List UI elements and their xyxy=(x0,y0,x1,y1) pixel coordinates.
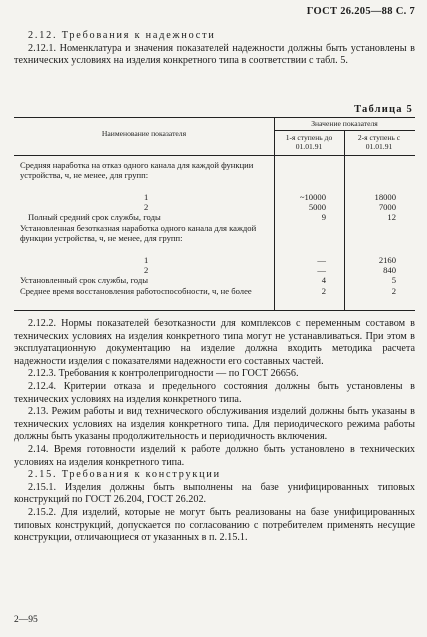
table-cell-stage1: 9 xyxy=(321,212,326,222)
paragraph-2-15-1: 2.15.1. Изделия должны быть выполнены на базе унифицированных типовых конструкций по ГОСТ 26.204, ГОСТ 26.202. xyxy=(14,481,415,506)
table-cell-stage1: — xyxy=(317,265,326,275)
paragraph-2-12-4: 2.12.4. Критерии отказа и предельного состояния должны быть установлены в технических условиях на изделия конкретного типа. xyxy=(14,380,415,405)
page-header: ГОСТ 26.205—88 С. 7 xyxy=(306,6,415,17)
table-cell-stage2: 12 xyxy=(387,212,396,222)
section-2-12 xyxy=(14,30,415,68)
table-cell-stage2: 2160 xyxy=(378,255,396,265)
table-cell-stage2: 5 xyxy=(391,275,396,285)
paragraph-2-14: 2.14. Время готовности изделий к работе должно быть установлено в технических условиях на изделия конкретного типа. xyxy=(14,443,415,468)
table-cell-stage1: 5000 xyxy=(308,202,326,212)
table-row-label: Среднее время восстановления работоспособности, ч, не более xyxy=(20,286,252,296)
table-cell-stage2: 2 xyxy=(391,286,396,296)
paragraph-2-15-2: 2.15.2. Для изделий, которые не могут быть реализованы на базе унифицированных типовых конструкций, допускается по согласованию с потребителем применять несущие конструкции, отличающиеся от указанных в п. 2.15.1. xyxy=(14,506,415,544)
table-head-name: Наименование показателя xyxy=(101,129,187,138)
page-footer: 2—95 xyxy=(14,615,38,625)
table-row-label: 2 xyxy=(144,265,149,275)
section-title-reliability: 2.12. Требования к надежности xyxy=(28,30,216,41)
table-cell-stage1: — xyxy=(317,255,326,265)
paragraph-2-12-3: 2.12.3. Требования к контролепригодности — по ГОСТ 26656. xyxy=(28,368,299,380)
table-head-stage2: 2-я ступень с 01.01.91 xyxy=(357,133,401,151)
table-cell-stage2: 7000 xyxy=(378,202,396,212)
table-head-value: Значение показателя xyxy=(311,119,378,128)
paragraph-2-12-1: 2.12.1. Номенклатура и значения показателей надежности должны быть установлены в технических условиях на изделия конкретного типа в соответствии с табл. 5. xyxy=(14,42,415,67)
table-cell-stage1: 4 xyxy=(321,275,326,285)
table-row-label: 1 xyxy=(144,192,149,202)
table-row-label: 1 xyxy=(144,255,149,265)
section-title-construction: 2.15. Требования к конструкции xyxy=(28,469,221,481)
table-caption: Таблица 5 xyxy=(354,104,413,115)
paragraph-2-12-2: 2.12.2. Нормы показателей безотказности для комплексов с переменным составом в технических условиях на изделия конкретного типа могут не устанавливаться. При этом в эксплуатационную документацию на изделие должна входить методика расчета надежности изделия с показателями надежности его составных частей. xyxy=(14,318,415,367)
table-row-label: Установленная безотказная наработка одного канала для каждой функции устройства, ч, не менее, для групп: xyxy=(20,223,257,243)
table-row-label: 2 xyxy=(144,202,149,212)
table-cell-stage2: 840 xyxy=(383,265,396,275)
table-row-label: Полный средний срок службы, годы xyxy=(28,212,161,222)
table-cell-stage1: ~10000 xyxy=(299,192,326,202)
table-row-label: Установленный срок службы, годы xyxy=(20,275,148,285)
table-cell-stage1: 2 xyxy=(321,286,326,296)
table-cell-stage2: 18000 xyxy=(374,192,396,202)
table-row-label: Средняя наработка на отказ одного канала для каждой функции устройства, ч, не менее, для групп: xyxy=(20,160,254,180)
table-head-stage1: 1-я ступень до 01.01.91 xyxy=(285,133,333,151)
body-text xyxy=(14,318,415,545)
table-5 xyxy=(14,117,415,311)
paragraph-2-13: 2.13. Режим работы и вид технического обслуживания изделий должны быть указаны в технических условиях на изделия конкретного типа. Для периодического режима работы должны быть указаны продолжительность и периодичность включения. xyxy=(14,406,415,443)
